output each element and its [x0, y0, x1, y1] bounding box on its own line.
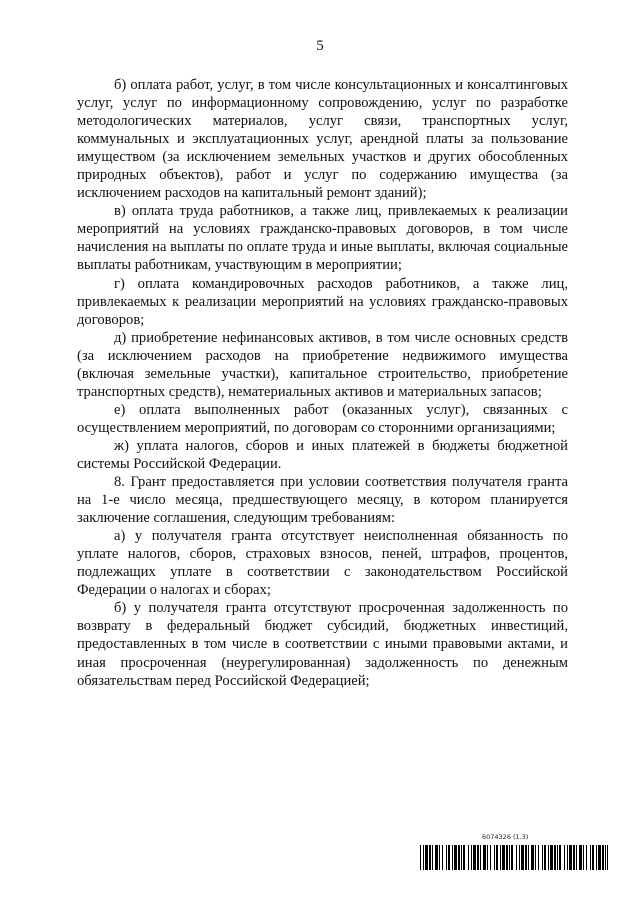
document-body [77, 76, 568, 690]
paragraph-8-grant-conditions: 8. Грант предоставляется при условии соответствия получателя гранта на 1-е число месяца, предшествующего месяцу, в котором планируется заключение соглашения, следующим требованиям: [77, 474, 568, 527]
paragraph-b-payment-for-services: б) оплата работ, услуг, в том числе консультационных и консалтинговых услуг, услуг по информационному сопровождению, услуг по разработке методологических материалов, услуг связи, транспортных услуг, коммунальных и эксплуатационных услуг, арендной платы за пользование имуществом (за исключением земельных участков и других обособленных природных объектов), работ и услуг по содержанию имущества (за исключением расходов на капитальный ремонт зданий); [77, 77, 568, 202]
barcode-icon [420, 845, 608, 870]
paragraph-d-non-financial-assets: д) приобретение нефинансовых активов, в том числе основных средств (за исключением расходов на приобретение недвижимого имущества (включая земельные участки), капитальное строительство, приобретение транспортных средств), нематериальных активов и материальных запасов; [77, 329, 568, 400]
paragraph-zh-taxes: ж) уплата налогов, сборов и иных платежей в бюджеты бюджетной системы Российской Федерации. [77, 437, 568, 472]
paragraph-a-no-tax-arrears: а) у получателя гранта отсутствует неисполненная обязанность по уплате налогов, сборов, страховых взносов, пеней, штрафов, процентов, подлежащих уплате в соответствии с законодательством Российской Федерации о налогах и сборах; [77, 528, 568, 599]
barcode-caption: 6074326 (1.3) [482, 833, 529, 841]
paragraph-v-labor-payment: в) оплата труда работников, а также лиц, привлекаемых к реализации мероприятий на условиях гражданско-правовых договоров, в том числе начисления на выплаты по оплате труда и иные выплаты, включая социальные выплаты работникам, участвующим в мероприятии; [77, 203, 568, 274]
document-barcode-block [420, 833, 608, 875]
paragraph-g-travel-expenses: г) оплата командировочных расходов работников, а также лиц, привлекаемых к реализации мероприятий на условиях гражданско-правовых договоров; [77, 275, 568, 328]
page-number: 5 [316, 38, 324, 54]
paragraph-e-contracted-work: е) оплата выполненных работ (оказанных услуг), связанных с осуществлением мероприятий, по договорам со сторонними организациями; [77, 401, 568, 436]
paragraph-b-no-overdue-debt: б) у получателя гранта отсутствуют просроченная задолженность по возврату в федеральный бюджет субсидий, бюджетных инвестиций, предоставленных в том числе в соответствии с иными правовыми актами, и иная просроченная (неурегулированная) задолженность по денежным обязательствам перед Российской Федерацией; [77, 600, 568, 689]
